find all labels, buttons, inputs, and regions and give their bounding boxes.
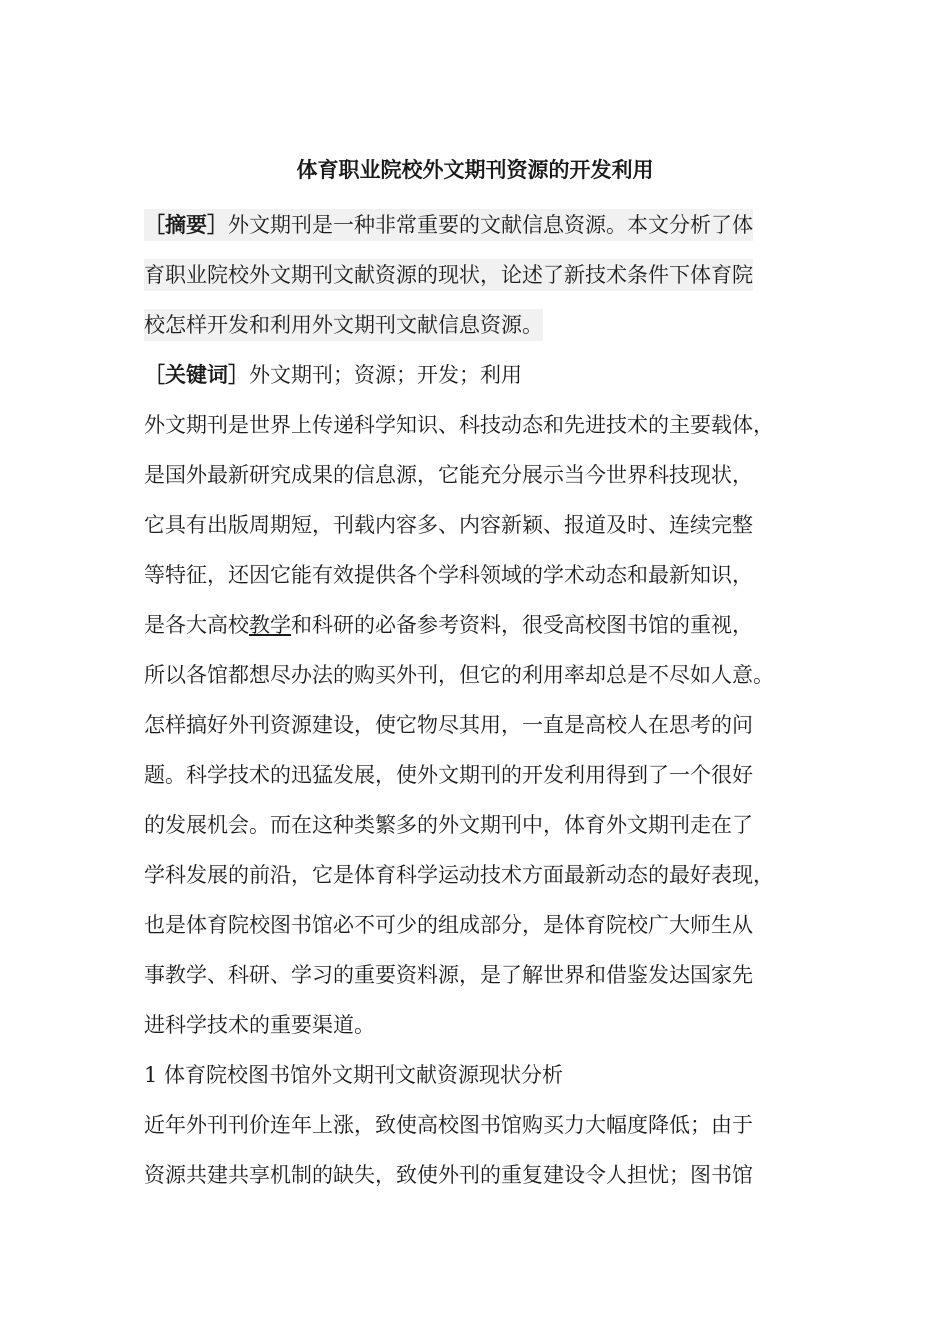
body-line-6: 所以各馆都想尽办法的购买外刊，但它的利用率却总是不尽如人意。 xyxy=(144,663,774,687)
abstract-line-1 xyxy=(144,209,753,241)
body-line-2: 是国外最新研究成果的信息源，它能充分展示当今世界科技现状， xyxy=(144,463,753,487)
section-1-line-1: 近年外刊刊价连年上涨，致使高校图书馆购买力大幅度降低；由于 xyxy=(144,1113,753,1137)
link-teaching[interactable]: 教学 xyxy=(249,613,291,637)
abstract-line-2: 育职业院校外文期刊文献资源的现状，论述了新技术条件下体育院 xyxy=(144,259,753,291)
body-line-10: 学科发展的前沿，它是体育科学运动技术方面最新动态的最好表现， xyxy=(144,863,774,887)
section-1-heading: 1 体育院校图书馆外文期刊文献资源现状分析 xyxy=(144,1063,564,1087)
keywords-line xyxy=(144,359,522,391)
abstract-line-3: 校怎样开发和利用外文期刊文献信息资源。 xyxy=(144,309,543,341)
keywords-label: ［关键词］ xyxy=(144,363,249,387)
body-line-7: 怎样搞好外刊资源建设，使它物尽其用，一直是高校人在思考的问 xyxy=(144,713,753,737)
body-line-4: 等特征，还因它能有效提供各个学科领域的学术动态和最新知识， xyxy=(144,563,753,587)
body-line-8: 题。科学技术的迅猛发展，使外文期刊的开发利用得到了一个很好 xyxy=(144,763,753,787)
body-line-5-end: 和科研的必备参考资料，很受高校图书馆的重视， xyxy=(291,613,753,637)
body-line-12: 事教学、科研、学习的重要资料源，是了解世界和借鉴发达国家先 xyxy=(144,963,753,987)
section-1-line-2: 资源共建共享机制的缺失，致使外刊的重复建设令人担忧；图书馆 xyxy=(144,1163,753,1187)
abstract-label: ［摘要］ xyxy=(144,213,228,237)
body-line-5-start: 是各大高校 xyxy=(144,613,249,637)
keywords-text: 外文期刊；资源；开发；利用 xyxy=(249,363,522,387)
body-line-5 xyxy=(144,609,753,641)
abstract-text-1: 外文期刊是一种非常重要的文献信息资源。本文分析了体 xyxy=(228,213,753,237)
body-line-9: 的发展机会。而在这种类繁多的外文期刊中，体育外文期刊走在了 xyxy=(144,813,753,837)
body-line-11: 也是体育院校图书馆必不可少的组成部分，是体育院校广大师生从 xyxy=(144,913,753,937)
body-line-13: 进科学技术的重要渠道。 xyxy=(144,1013,375,1037)
document-title: 体育职业院校外文期刊资源的开发利用 xyxy=(296,158,654,182)
body-line-3: 它具有出版周期短，刊载内容多、内容新颖、报道及时、连续完整 xyxy=(144,513,753,537)
body-line-1: 外文期刊是世界上传递科学知识、科技动态和先进技术的主要载体， xyxy=(144,413,774,437)
